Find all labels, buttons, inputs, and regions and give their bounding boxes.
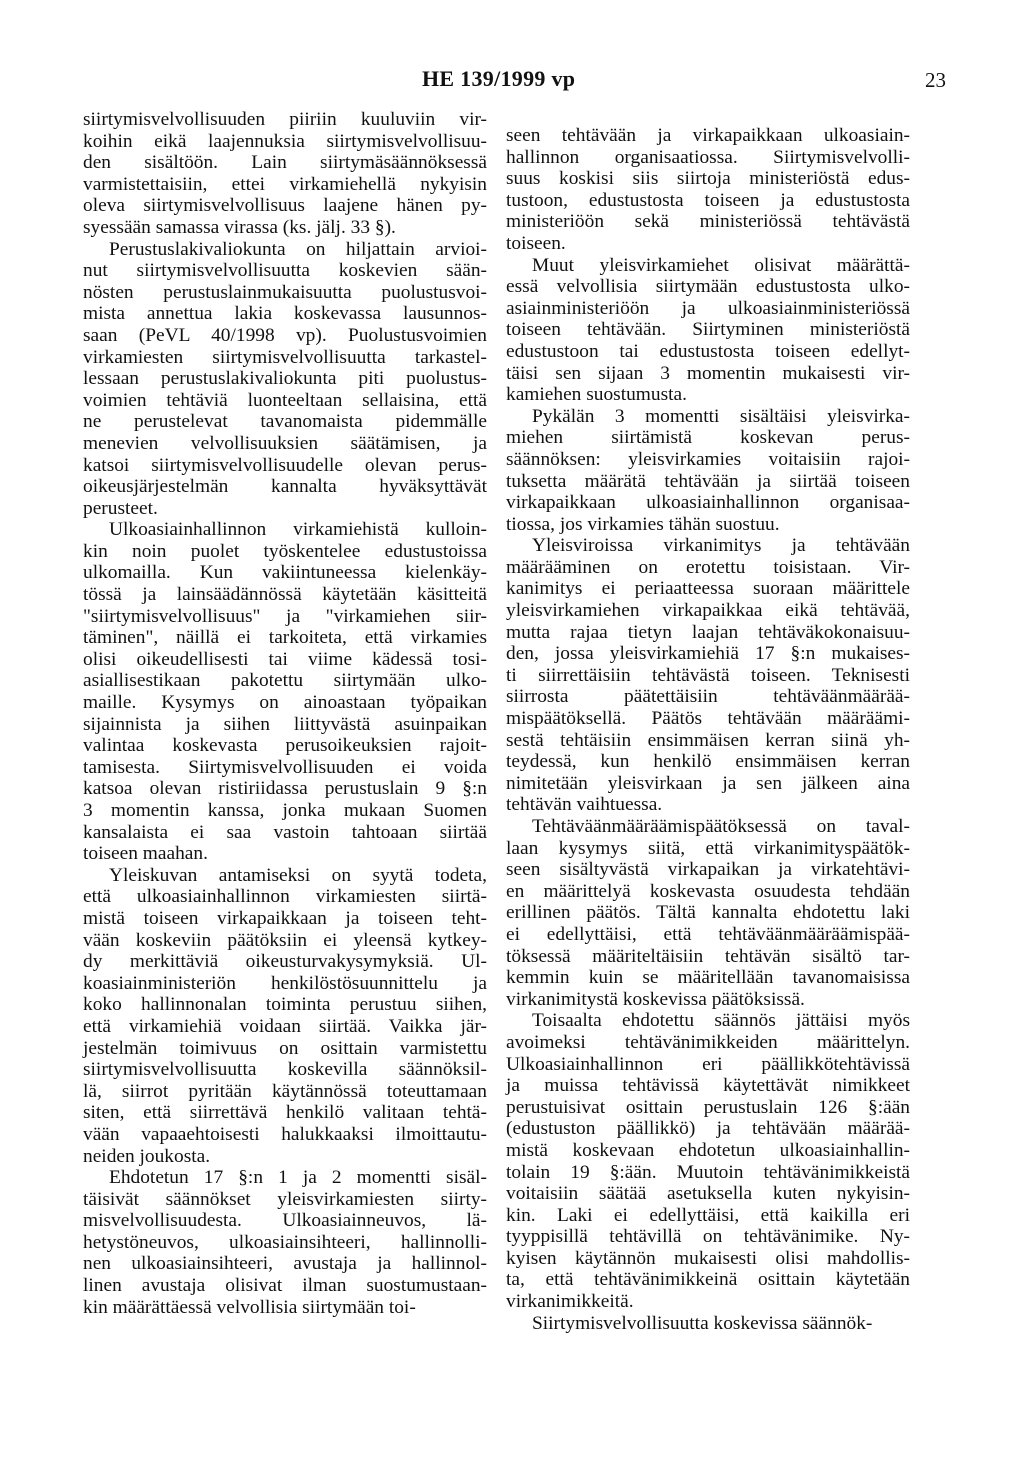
text-line: seen tehtävään ja virkapaikkaan ulkoasiain- [506, 125, 910, 146]
text-line: siirrosta päätettäisiin tehtäväänmäärää- [506, 686, 910, 708]
text-line: kyisen käytännön mukaisesti olisi mahdollis- [506, 1247, 910, 1269]
text-line: jestelmän toimivuus on osittain varmistettu [83, 1037, 487, 1059]
text-line: edustustoon tai edustustosta toiseen edellyt- [506, 340, 910, 362]
text-line: täisivät säännökset yleisvirkamiesten siirty- [83, 1188, 487, 1210]
text-line: syessään samassa virassa (ks. jälj. 33 §). [83, 216, 396, 238]
text-line: perustuisivat osittain perustuslain 126 §:ään [506, 1096, 910, 1118]
text-line: Pykälän 3 momentti sisältäisi yleisvirka- [532, 405, 910, 427]
text-line: Yleiskuvan antamiseksi on syytä todeta, [109, 864, 487, 886]
text-line: virkamiesten siirtymisvelvollisuutta tarkastel- [83, 346, 487, 368]
right-column [506, 125, 910, 1334]
text-line: toiseen. [506, 232, 566, 254]
text-line: Tehtäväänmääräämispäätöksessä on taval- [532, 816, 910, 837]
text-line: töksessä määriteltäisiin tehtävän sisältö tar- [506, 945, 910, 967]
text-line: ei edellyttäisi, että tehtäväänmääräämispää- [506, 923, 910, 945]
text-line: asiallisestikaan pakotettu siirtymään ulko- [83, 670, 487, 692]
text-line: kin noin puolet työskentelee edustustoissa [83, 540, 487, 562]
text-line: ta, että tehtävänimikkeinä osittain käytetään [506, 1269, 910, 1291]
text-line: kemmin kuin se määritellään tavanomaisissa [506, 967, 910, 989]
text-line: Yleisviroissa virkanimitys ja tehtävään [532, 535, 910, 557]
text-line: misvelvollisuudesta. Ulkoasiainneuvos, lä- [83, 1210, 487, 1232]
text-line: seen sisältyvästä virkapaikan ja virkatehtävi- [506, 859, 910, 881]
text-line: katsoa olevan ristiriidassa perustuslain 9 §:n [83, 778, 487, 800]
text-line: maille. Kysymys on ainoastaan työpaikan [83, 692, 487, 714]
text-line: vään koskeviin päätöksiin ei yleensä kytkey- [83, 929, 487, 951]
text-line: teydessä, kun henkilö ensimmäisen kerran [506, 751, 910, 773]
text-line: varmistettaisiin, ettei virkamiehellä nykyisin [83, 173, 487, 195]
text-line: miehen siirtämistä koskevan perus- [506, 427, 910, 449]
text-line: menevien velvollisuuksien säätämisen, ja [83, 432, 487, 454]
text-line: ministeriöön sekä ministeriössä tehtävästä [506, 211, 910, 233]
document-id: HE 139/1999 vp [422, 66, 576, 91]
text-line: tamisesta. Siirtymisvelvollisuuden ei voida [83, 756, 487, 778]
text-line: lessaan perustuslakivaliokunta piti puolustus- [83, 368, 487, 390]
text-line: tolain 19 §:ään. Muutoin tehtävänimikkeistä [506, 1161, 910, 1183]
text-line: en määrittelyä koskevasta osuudesta tehdään [506, 880, 910, 902]
text-line: säännöksen: yleisvirkamies voitaisiin rajoi- [506, 448, 910, 470]
text-line: tiossa, jos virkamies tähän suostuu. [506, 513, 780, 535]
text-line: koihin eikä laajennuksia siirtymisvelvollisuu- [83, 130, 487, 152]
text-line: virkanimitystä koskevissa päätöksissä. [506, 988, 805, 1010]
text-line: mispäätöksellä. Päätös tehtävään määräämi- [506, 708, 910, 730]
text-line: ne perustelevat tavanomaista pidemmälle [83, 411, 487, 433]
text-line: sestä tehtäisiin ensimmäisen kerran siinä yh- [506, 729, 910, 751]
text-line: kansalaista ei saa vastoin tahtoaan siirtää [83, 821, 487, 843]
text-line: siten, että siirrettävä henkilö valitaan tehtä- [83, 1102, 487, 1124]
text-line: perusteet. [83, 497, 158, 519]
text-line: ulkomailla. Kun vakiintuneessa kielenkäy- [83, 562, 487, 584]
text-line: oleva siirtymisvelvollisuus laajene hänen py- [83, 195, 487, 217]
text-line: Perustuslakivaliokunta on hiljattain arvioi- [109, 238, 487, 260]
text-line: Ulkoasiainhallinnon virkamiehistä kulloin- [109, 519, 487, 541]
page-number: 23 [925, 68, 946, 92]
text-line: siirtymisvelvollisuutta koskevilla säännöksil- [83, 1059, 487, 1081]
text-line: den sisältöön. Lain siirtymäsäännöksessä [83, 152, 487, 174]
text-line: voitaisiin säätää asetuksella kuten nykyisin- [506, 1183, 910, 1205]
text-line: lä, siirrot pyritään käytännössä toteuttamaan [83, 1080, 487, 1102]
text-line: oikeusjärjestelmän kannalta hyväksyttävät [83, 476, 487, 498]
text-line: sijainnista ja siihen liittyvästä asuinpaikan [83, 713, 487, 735]
text-line: siirtymisvelvollisuuden piiriin kuuluviin vir- [83, 109, 487, 130]
text-line: hallinnon organisaatiossa. Siirtymisvelvolli- [506, 146, 910, 168]
text-line: mistä toiseen virkapaikkaan ja toiseen teht- [83, 907, 487, 929]
text-line: mutta rajaa tietyn laajan tehtäväkokonaisuu- [506, 621, 910, 643]
text-line: tehtävän vaihtuessa. [506, 794, 663, 816]
text-line: että ulkoasiainhallinnon virkamiesten siirtä- [83, 886, 487, 908]
text-line: virkanimikkeitä. [506, 1291, 634, 1313]
text-line: mistä koskevaan ehdotetun ulkoasiainhallin- [506, 1139, 910, 1161]
text-line: kin. Laki ei edellyttäisi, että kaikilla eri [506, 1204, 910, 1226]
text-line: avoimeksi tehtävänimikkeiden määrittelyn. [506, 1031, 910, 1053]
text-line: täminen", näillä ei tarkoiteta, että virkamies [83, 627, 487, 649]
text-line: suus koskisi siis siirtoja ministeriöstä edus- [506, 168, 910, 190]
text-line: essä velvollisia siirtymään edustustosta ulko- [506, 276, 910, 298]
text-line: valintaa koskevasta perusoikeuksien rajoit- [83, 735, 487, 757]
text-line: hetystöneuvos, ulkoasiainsihteeri, hallinnolli- [83, 1231, 487, 1253]
text-line: dy merkittäviä oikeusturvakysymyksiä. Ul- [83, 951, 487, 973]
text-line: erillinen päätös. Tältä kannalta ehdotettu laki [506, 902, 910, 924]
text-line: (edustuston päällikkö) ja tehtävään määrää- [506, 1118, 910, 1140]
text-line: kamiehen suostumusta. [506, 384, 687, 406]
text-line: virkapaikkaan ulkoasiainhallinnon organisaa- [506, 492, 910, 514]
text-line: olisi oikeudellisesti tai viime kädessä tosi- [83, 648, 487, 670]
text-line: ti siirrettäisiin tehtävästä toiseen. Teknisesti [506, 664, 910, 686]
text-line: vään vapaaehtoisesti halukkaaksi ilmoittautu- [83, 1123, 487, 1145]
text-line: Ehdotetun 17 §:n 1 ja 2 momentti sisäl- [109, 1167, 487, 1189]
text-line: täisi sen sijaan 3 momentin mukaisesti vir- [506, 362, 910, 384]
text-line: kin määrättäessä velvollisia siirtymään toi- [83, 1296, 416, 1318]
left-column [83, 109, 487, 1318]
text-line: laan kysymys siitä, että virkanimityspäätök- [506, 837, 910, 859]
text-line: nimitetään yleisvirkaan ja sen jälkeen aina [506, 772, 910, 794]
text-line: tuksetta määrätä tehtävään ja siirtää toiseen [506, 470, 910, 492]
text-line: Toisaalta ehdotettu säännös jättäisi myös [532, 1010, 910, 1032]
text-line: toiseen tehtävään. Siirtyminen ministeriöstä [506, 319, 910, 341]
text-line: "siirtymisvelvollisuus" ja "virkamiehen siir- [83, 605, 487, 627]
text-line: tyyppisillä tehtävillä on tehtävänimike. Ny- [506, 1226, 910, 1248]
text-line: yleisvirkamiehen virkapaikkaa eikä tehtävää, [506, 600, 910, 622]
text-line: nen ulkoasiainsihteeri, avustaja ja hallinnol- [83, 1253, 487, 1275]
text-line: tössä ja lainsäädännössä käytetään käsitteitä [83, 584, 487, 606]
text-line: koko hallinnonalan toiminta perustuu siihen, [83, 994, 487, 1016]
text-line: tustoon, edustustosta toiseen ja edustustosta [506, 189, 910, 211]
text-line: että virkamiehiä voidaan siirtää. Vaikka jär- [83, 1015, 487, 1037]
text-line: 3 momentin kanssa, jonka mukaan Suomen [83, 800, 487, 821]
text-line: saan (PeVL 40/1998 vp). Puolustusvoimien [83, 324, 487, 346]
text-line: toiseen maahan. [83, 843, 208, 865]
page-header [0, 66, 1024, 96]
text-line: neiden joukosta. [83, 1145, 211, 1167]
text-line: ja muissa tehtävissä käytettävät nimikkeet [506, 1075, 910, 1097]
text-line: Ulkoasiainhallinnon eri päällikkötehtävissä [506, 1053, 910, 1075]
text-line: voimien tehtäviä luonteeltaan sellaisina, että [83, 389, 487, 411]
text-line: den, jossa yleisvirkamiehiä 17 §:n mukaises- [506, 643, 910, 665]
text-line: määrääminen on erotettu toisistaan. Vir- [506, 556, 910, 578]
text-line: Siirtymisvelvollisuutta koskevissa säännök- [532, 1312, 873, 1334]
text-line: nut siirtymisvelvollisuutta koskevien sään- [83, 260, 487, 282]
text-line: nösten perustuslainmukaisuutta puolustusvoi- [83, 281, 487, 303]
text-line: kanimitys ei periaatteessa suoraan määrittele [506, 578, 910, 600]
text-line: asiainministeriöön ja ulkoasiainministeriössä [506, 297, 910, 319]
text-line: Muut yleisvirkamiehet olisivat määrättä- [532, 254, 910, 276]
text-line: mista annettua lakia koskevassa lausunnos- [83, 303, 487, 325]
text-line: koasiainministeriön henkilöstösuunnittelu ja [83, 972, 487, 994]
text-line: linen avustaja olisivat ilman suostumustaan- [83, 1275, 487, 1297]
text-line: katsoi siirtymisvelvollisuudelle olevan perus- [83, 454, 487, 476]
